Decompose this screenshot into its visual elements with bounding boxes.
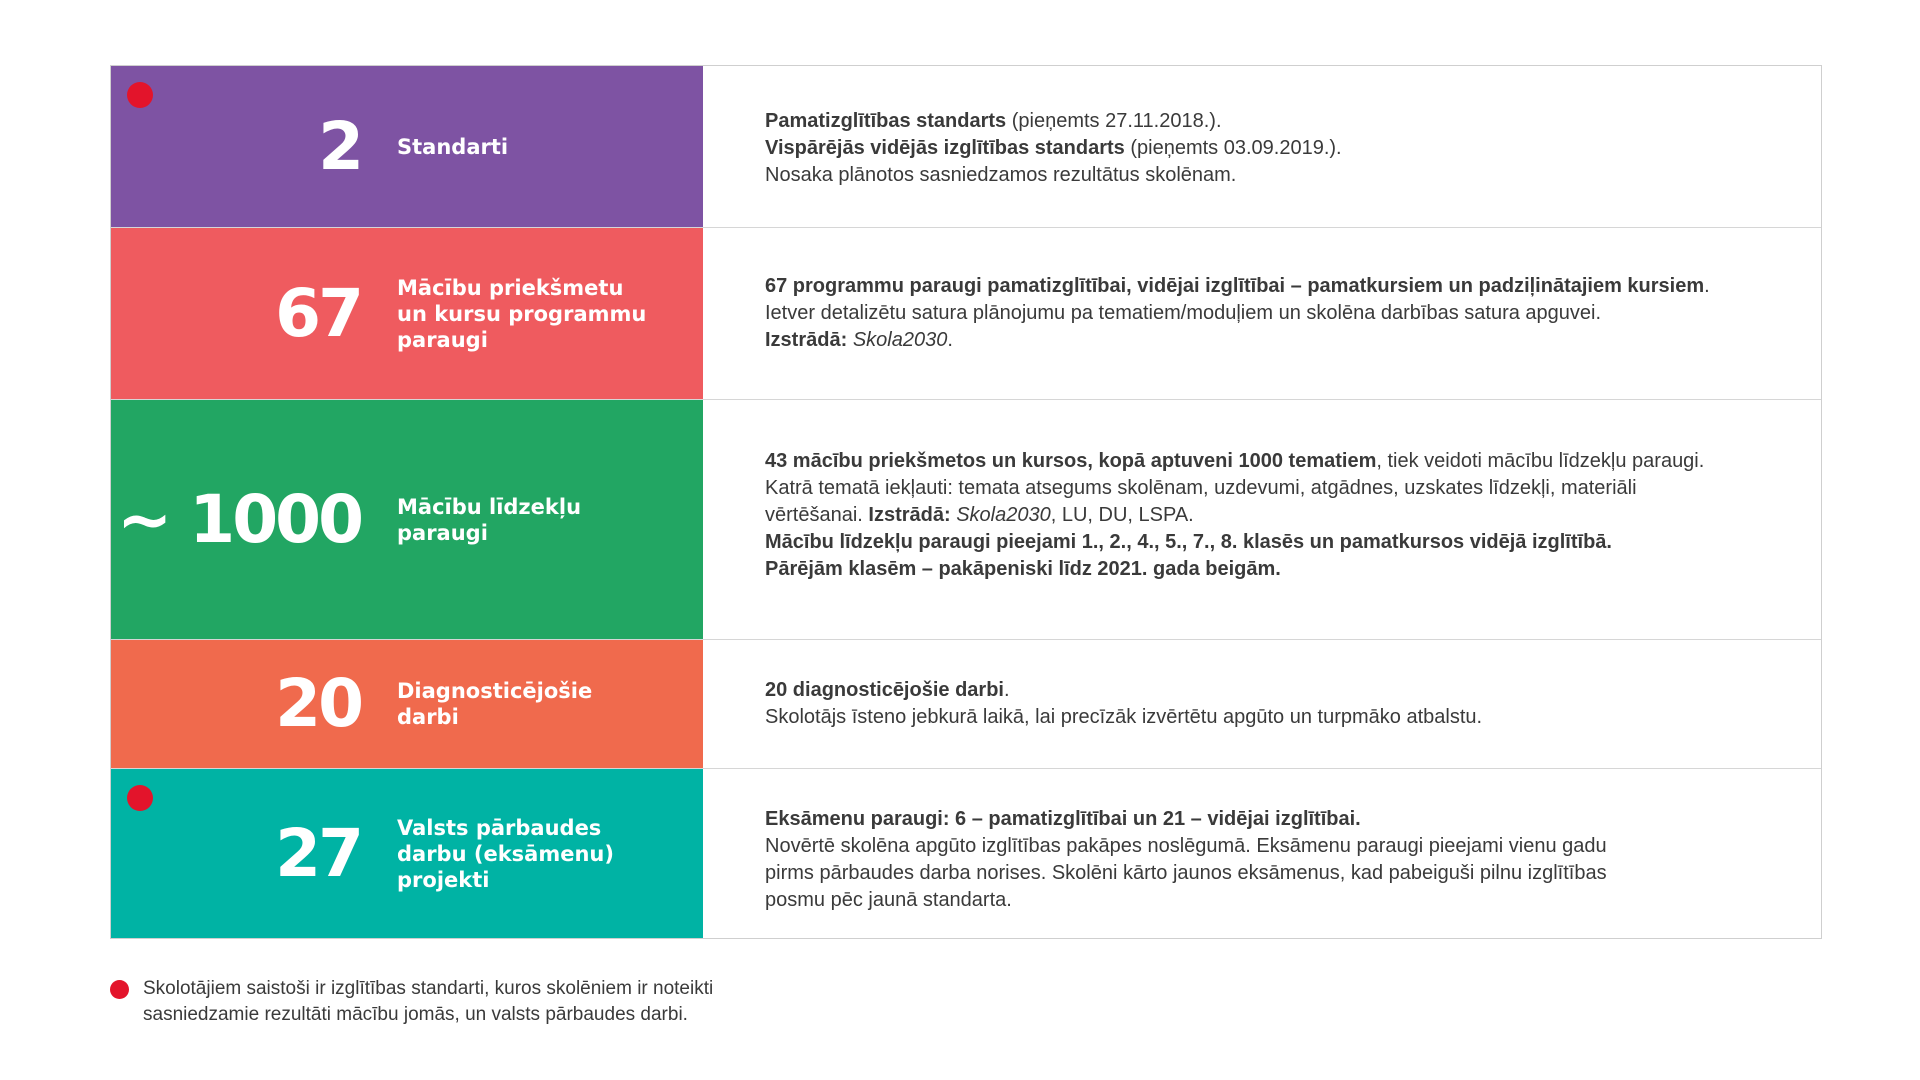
description-line (765, 887, 1781, 914)
binding-marker-icon (127, 785, 153, 811)
description-segment: Pārējām klasēm – pakāpeniski līdz 2021. gada beigām. (765, 558, 1281, 580)
row-summary-panel (111, 640, 703, 768)
row-count: 67 (275, 274, 361, 352)
description-segment: . (1003, 679, 1010, 701)
row-summary-panel (111, 769, 703, 938)
row-summary-panel (111, 228, 703, 399)
description-segment: Izstrādā: (868, 504, 957, 526)
description-segment: . (947, 329, 953, 351)
row-count: 27 (275, 814, 361, 892)
row-description (703, 769, 1821, 938)
description-line (765, 677, 1781, 704)
row-description (703, 400, 1821, 639)
description-segment: posmu pēc jaunā standarta. (765, 888, 1012, 911)
row-count: ~ 1000 (117, 480, 361, 558)
description-segment: Skola2030 (852, 329, 948, 351)
row-count: 2 (318, 107, 361, 185)
description-line (765, 529, 1781, 556)
description-line (765, 502, 1781, 529)
description-line (765, 327, 1781, 354)
description-line (765, 475, 1781, 502)
row-description (703, 66, 1821, 227)
description-segment: Ietver detalizētu satura plānojumu pa tematiem/moduļiem un skolēna darbības satura apguvei. (765, 302, 1602, 324)
description-segment: Skolotājs īsteno jebkurā laikā, lai precīzāk izvērtētu apgūto un turpmāko atbalstu. (765, 706, 1483, 728)
row-description (703, 228, 1821, 399)
description-line (765, 860, 1781, 887)
row-summary-panel (111, 400, 703, 639)
row-summary-panel (111, 66, 703, 227)
description-segment: (pieņemts 03.09.2019.). (1124, 137, 1342, 159)
description-segment: Katrā tematā iekļauti: temata atsegums skolēnam, uzdevumi, atgādnes, uzskates līdzekļi, materiāli (765, 477, 1637, 499)
description-line (765, 806, 1781, 833)
row-count: 20 (275, 665, 361, 742)
description-segment: Eksāmenu paraugi: 6 – pamatizglītībai un 21 – vidējai izglītībai. (765, 807, 1361, 830)
description-segment: Skola2030 (956, 504, 1051, 526)
binding-marker-icon (127, 82, 153, 108)
description-line (765, 833, 1781, 860)
description-segment: 20 diagnosticējošie darbi (765, 679, 1004, 701)
description-line (765, 704, 1781, 731)
description-segment: 43 mācību priekšmetos un kursos, kopā aptuveni 1000 tematiem (765, 450, 1377, 472)
description-line (765, 273, 1781, 300)
footnote-text (143, 976, 713, 1028)
description-segment: . (1704, 275, 1710, 297)
overview-table (110, 65, 1822, 939)
binding-marker-icon (110, 980, 129, 999)
row-title: Standarti (397, 134, 509, 159)
description-line (765, 162, 1781, 189)
row-title: Mācību priekšmetu un kursu programmu paraugi (397, 275, 647, 352)
description-segment: vērtēšanai. (765, 504, 869, 526)
description-line (765, 300, 1781, 327)
table-row-teaching-materials (111, 400, 1821, 640)
description-segment: Novērtē skolēna apgūto izglītības pakāpes noslēgumā. Eksāmenu paraugi pieejami vienu gadu (765, 834, 1607, 857)
description-line (765, 135, 1781, 162)
table-row-diagnostic-works (111, 640, 1821, 769)
table-row-programmes (111, 228, 1821, 400)
description-segment: Izstrādā: (765, 329, 853, 351)
table-row-exam-projects (111, 769, 1821, 938)
description-line (765, 448, 1781, 475)
description-segment: Pamatizglītības standarts (765, 110, 1007, 132)
description-line (765, 556, 1781, 583)
row-title: Mācību līdzekļu paraugi (397, 494, 582, 545)
footnote-line: Skolotājiem saistoši ir izglītības standarti, kuros skolēniem ir noteikti (143, 978, 714, 999)
description-line (765, 108, 1781, 135)
table-row-standards (111, 66, 1821, 228)
description-segment: pirms pārbaudes darba norises. Skolēni kārto jaunos eksāmenus, kad pabeiguši pilnu izglītības (765, 861, 1607, 884)
description-segment: (pieņemts 27.11.2018.). (1006, 110, 1222, 132)
row-title: Valsts pārbaudes darbu (eksāmenu) projekti (397, 815, 614, 892)
footnote (110, 976, 713, 1028)
description-segment: 67 programmu paraugi pamatizglītībai, vidējai izglītībai – pamatkursiem un padziļinātajiem kursiem (765, 275, 1705, 297)
description-segment: , LU, DU, LSPA. (1050, 504, 1194, 526)
description-segment: , tiek veidoti mācību līdzekļu paraugi. (1376, 450, 1705, 472)
footnote-line: sasniedzamie rezultāti mācību jomās, un valsts pārbaudes darbi. (143, 1004, 688, 1025)
row-title: Diagnosticējošie darbi (397, 679, 593, 729)
description-segment: Nosaka plānotos sasniedzamos rezultātus skolēnam. (765, 164, 1237, 186)
row-description (703, 640, 1821, 768)
description-segment: Mācību līdzekļu paraugi pieejami 1., 2., 4., 5., 7., 8. klasēs un pamatkursos vidējā izglītībā. (765, 531, 1612, 553)
description-segment: Vispārējās vidējās izglītības standarts (765, 137, 1125, 159)
